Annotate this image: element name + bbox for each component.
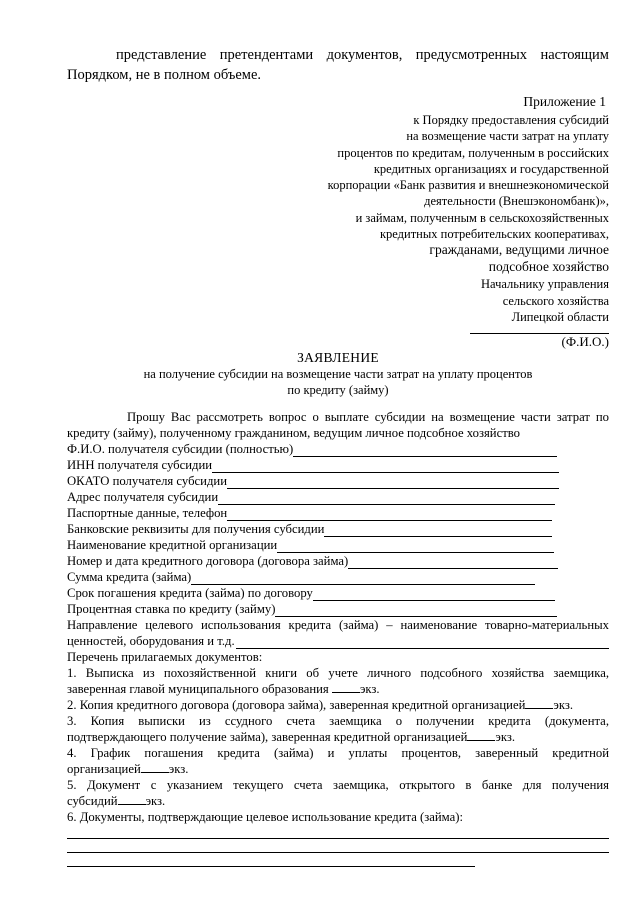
term-input-line[interactable] xyxy=(313,588,555,601)
field-row-inn xyxy=(67,457,609,473)
doc4-copies-input[interactable] xyxy=(141,761,169,773)
doc3-copies-input[interactable] xyxy=(467,729,495,741)
okato-input-line[interactable] xyxy=(227,476,559,489)
field-label: ИНН получателя субсидии xyxy=(67,458,213,472)
field-label: Ф.И.О. получателя субсидии (полностью) xyxy=(67,442,294,456)
statement-body xyxy=(67,409,609,867)
request-paragraph xyxy=(67,409,609,441)
request-line-2: кредиту (займу), полученному гражданином, ведущим личное подсобное хозяйство xyxy=(67,426,521,440)
field-label: Номер и дата кредитного договора (договора займа) xyxy=(67,554,349,568)
field-label: Сумма кредита (займа) xyxy=(67,570,192,584)
statement-subtitle xyxy=(67,366,609,398)
field-label: Паспортные данные, телефон xyxy=(67,506,228,520)
appendix-line: процентов по кредитам, полученным в российских xyxy=(337,145,609,160)
field-row-okato xyxy=(67,473,609,489)
fio-caption: (Ф.И.О.) xyxy=(561,334,609,349)
subtitle-line-2: по кредиту (займу) xyxy=(287,383,389,397)
unit-label: экз. xyxy=(168,762,189,776)
address-input-line[interactable] xyxy=(218,492,555,505)
purpose-line-2: ценностей, оборудования и т.д. xyxy=(67,634,235,648)
appendix-line: подсобное хозяйство xyxy=(488,258,609,274)
field-label: ОКАТО получателя субсидии xyxy=(67,474,227,488)
doc6-input-line-1[interactable] xyxy=(67,825,609,839)
appendix-line: корпорации «Банк развития и внешнеэкономической xyxy=(327,178,609,193)
unit-label: экз. xyxy=(553,698,574,712)
appendix-line: к Порядку предоставления субсидий xyxy=(413,113,609,127)
appendix-line: и займам, полученным в сельскохозяйственных xyxy=(355,210,609,225)
addressee-block xyxy=(380,276,609,326)
field-row-address xyxy=(67,489,609,505)
appendix-title: Приложение 1 xyxy=(523,94,606,109)
field-label: Процентная ставка по кредиту (займу) xyxy=(67,602,276,616)
appendix-line: на возмещение части затрат на уплату xyxy=(406,129,609,144)
doc3-line-2: подтверждающего получение займа), заверенная кредитной организацией экз. xyxy=(67,730,516,744)
addressee-line: Начальнику управления xyxy=(481,277,609,291)
unit-label: экз. xyxy=(145,794,166,808)
doc6-input-line-2[interactable] xyxy=(67,839,609,853)
intro-line-2: Порядком, не в полном объеме. xyxy=(67,67,262,83)
unit-label: экз. xyxy=(495,730,516,744)
field-row-rate xyxy=(67,601,609,617)
inn-input-line[interactable] xyxy=(212,460,559,473)
field-label: Адрес получателя субсидии xyxy=(67,490,219,504)
addressee-line: сельского хозяйства xyxy=(502,293,609,308)
doc3-line-1: 3. Копия выписки из ссудного счета заемщика о получении кредита (документа, xyxy=(67,714,609,728)
fio-input-line[interactable] xyxy=(293,444,557,457)
field-label: Срок погашения кредита (займа) по договору xyxy=(67,586,313,600)
appendix-line: деятельности (Внешэкономбанк)», xyxy=(424,194,609,209)
appendix-line: гражданами, ведущими личное xyxy=(429,242,609,258)
doc6-input-line-3[interactable] xyxy=(67,853,475,867)
purpose-row xyxy=(67,633,609,649)
contract-input-line[interactable] xyxy=(348,556,558,569)
doc2-copies-input[interactable] xyxy=(525,697,553,709)
credit-org-input-line[interactable] xyxy=(277,540,554,553)
documents-heading: Перечень прилагаемых документов: xyxy=(67,650,263,664)
field-row-bank-details xyxy=(67,521,609,537)
amount-input-line[interactable] xyxy=(191,572,535,585)
rate-input-line[interactable] xyxy=(275,604,557,617)
doc1-line-1: 1. Выписка из похозяйственной книги об учете личного подсобного хозяйства заемщика, xyxy=(67,666,609,680)
request-line-1: Прошу Вас рассмотреть вопрос о выплате субсидии на возмещение части затрат по xyxy=(127,410,609,424)
field-row-credit-org xyxy=(67,537,609,553)
addressee-line: Липецкой области xyxy=(511,310,609,324)
field-row-fio xyxy=(67,441,609,457)
doc2-line: 2. Копия кредитного договора (договора займа), заверенная кредитной организацией экз. xyxy=(67,698,574,712)
field-label: Наименование кредитной организации xyxy=(67,538,278,552)
subtitle-line-1: на получение субсидии на возмещение части затрат на уплату процентов xyxy=(143,367,533,381)
passport-input-line[interactable] xyxy=(227,508,552,521)
intro-paragraph xyxy=(67,45,609,85)
doc6-line: 6. Документы, подтверждающие целевое использование кредита (займа): xyxy=(67,810,463,824)
appendix-line: кредитных потребительских кооперативах, xyxy=(379,227,609,242)
appendix-header xyxy=(290,112,609,275)
field-row-amount xyxy=(67,569,609,585)
doc4-line-2: организацией экз. xyxy=(67,762,189,776)
doc1-line-2: заверенная главой муниципального образования экз. xyxy=(67,682,380,696)
bank-details-input-line[interactable] xyxy=(324,524,552,537)
intro-line-1: представление претендентами документов, предусмотренных настоящим xyxy=(116,47,609,63)
field-row-passport xyxy=(67,505,609,521)
unit-label: экз. xyxy=(359,682,380,696)
doc5-line-2: субсидий экз. xyxy=(67,794,166,808)
doc1-copies-input[interactable] xyxy=(332,681,360,693)
field-row-term xyxy=(67,585,609,601)
field-label: Банковские реквизиты для получения субсидии xyxy=(67,522,325,536)
purpose-line-1: Направление целевого использования кредита (займа) – наименование товарно-материальных xyxy=(67,618,609,632)
doc4-line-1: 4. График погашения кредита (займа) и уплаты процентов, заверенный кредитной xyxy=(67,746,609,760)
statement-title: ЗАЯВЛЕНИЕ xyxy=(297,350,379,365)
doc5-copies-input[interactable] xyxy=(118,793,146,805)
field-row-contract xyxy=(67,553,609,569)
purpose-input-line[interactable] xyxy=(236,636,609,649)
appendix-line: кредитных организациях и государственной xyxy=(373,161,609,176)
doc5-line-1: 5. Документ с указанием текущего счета заемщика, открытого в банке для получения xyxy=(67,778,609,792)
